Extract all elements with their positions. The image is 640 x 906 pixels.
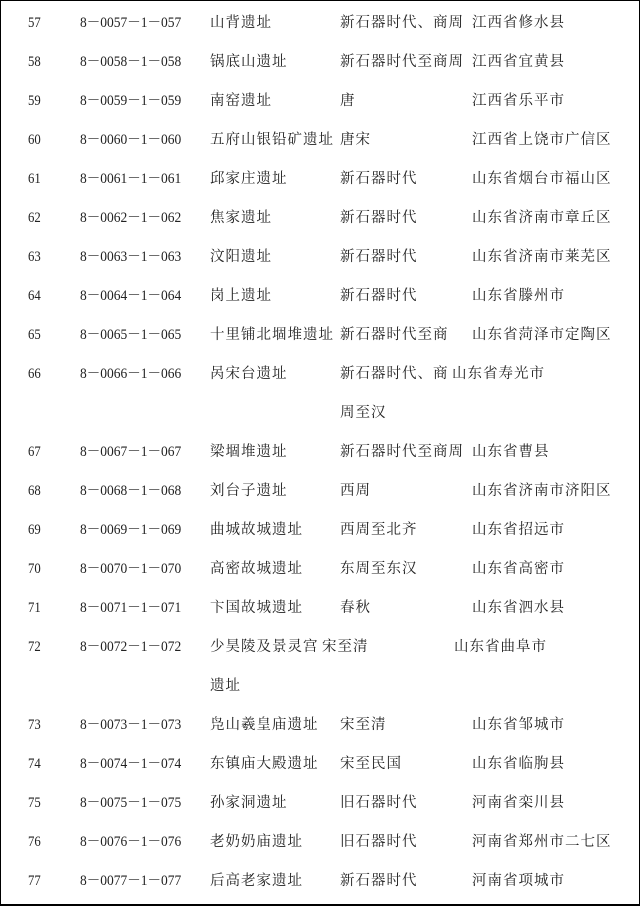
site-name: 汶阳遗址 <box>210 249 272 265</box>
site-code: 8－0060－1－060 <box>80 132 182 148</box>
site-era: 新石器时代至商周 <box>340 54 464 70</box>
site-code: 8－0077－1－077 <box>80 873 182 889</box>
site-name: 五府山银铅矿遗址 <box>210 132 334 148</box>
site-era: 唐宋 <box>340 132 371 148</box>
site-code: 8－0071－1－071 <box>80 600 182 616</box>
site-era: 新石器时代、商周 <box>340 15 464 31</box>
row-number: 60 <box>28 132 41 148</box>
row-number: 69 <box>28 522 41 538</box>
site-code: 8－0068－1－068 <box>80 483 182 499</box>
table-row <box>1 238 639 277</box>
table-row <box>1 511 639 550</box>
site-name: 曲城故城遗址 <box>210 522 303 538</box>
table-row <box>1 4 639 43</box>
site-era: 宋至民国 <box>340 756 402 772</box>
row-number: 77 <box>28 873 41 889</box>
site-location: 山东省高密市 <box>472 561 565 577</box>
site-code: 8－0057－1－057 <box>80 15 182 31</box>
site-code: 8－0074－1－074 <box>80 756 182 772</box>
site-era: 新石器时代 <box>340 249 418 265</box>
row-number: 74 <box>28 756 41 772</box>
table-row <box>1 823 639 862</box>
site-location: 河南省项城市 <box>472 873 565 889</box>
site-name: 老奶奶庙遗址 <box>210 834 303 850</box>
row-number: 66 <box>28 366 41 382</box>
site-name: 焦家遗址 <box>210 210 272 226</box>
table-row <box>1 433 639 472</box>
site-name: 锅底山遗址 <box>210 54 288 70</box>
site-code: 8－0061－1－061 <box>80 171 182 187</box>
table-row <box>1 277 639 316</box>
site-location: 江西省上饶市广信区 <box>472 132 612 148</box>
site-code: 8－0066－1－066 <box>80 366 182 382</box>
site-era: 新石器时代、商周至汉 <box>340 366 449 421</box>
site-era: 新石器时代至商 <box>340 327 449 343</box>
site-code: 8－0065－1－065 <box>80 327 182 343</box>
table-row <box>1 628 639 706</box>
site-era: 西周 <box>340 483 371 499</box>
row-number: 59 <box>28 93 41 109</box>
table-row <box>1 472 639 511</box>
site-era: 新石器时代 <box>340 210 418 226</box>
row-number: 73 <box>28 717 41 733</box>
site-code: 8－0058－1－058 <box>80 54 182 70</box>
table-row <box>1 550 639 589</box>
site-location: 山东省济南市济阳区 <box>472 483 612 499</box>
site-code: 8－0076－1－076 <box>80 834 182 850</box>
row-number: 57 <box>28 15 41 31</box>
site-location: 山东省菏泽市定陶区 <box>472 327 612 343</box>
row-number: 70 <box>28 561 41 577</box>
table-row <box>1 82 639 121</box>
site-name: 后高老家遗址 <box>210 873 303 889</box>
table-row <box>1 199 639 238</box>
table-row <box>1 316 639 355</box>
site-name: 山背遗址 <box>210 15 272 31</box>
table-row <box>1 784 639 823</box>
site-era: 新石器时代 <box>340 171 418 187</box>
site-code: 8－0067－1－067 <box>80 444 182 460</box>
row-number: 75 <box>28 795 41 811</box>
row-number: 76 <box>28 834 41 850</box>
site-location: 江西省乐平市 <box>472 93 565 109</box>
site-name: 东镇庙大殿遗址 <box>210 756 319 772</box>
site-era: 新石器时代 <box>340 288 418 304</box>
site-name: 孙家洞遗址 <box>210 795 288 811</box>
site-code: 8－0059－1－059 <box>80 93 182 109</box>
row-number: 64 <box>28 288 41 304</box>
site-location: 山东省泗水县 <box>472 600 565 616</box>
site-era: 唐 <box>340 93 356 109</box>
heritage-sites-table <box>1 4 639 901</box>
table-row <box>1 160 639 199</box>
site-name: 南窑遗址 <box>210 93 272 109</box>
site-era: 旧石器时代 <box>340 795 418 811</box>
table-row <box>1 43 639 82</box>
site-era: 宋至清 <box>322 639 369 655</box>
site-location: 河南省郑州市二七区 <box>472 834 612 850</box>
site-name: 岗上遗址 <box>210 288 272 304</box>
site-location: 江西省修水县 <box>472 15 565 31</box>
site-name: 十里铺北堌堆遗址 <box>210 327 334 343</box>
row-number: 68 <box>28 483 41 499</box>
site-code: 8－0070－1－070 <box>80 561 182 577</box>
row-number: 67 <box>28 444 41 460</box>
site-location: 山东省济南市章丘区 <box>472 210 612 226</box>
site-name: 呙宋台遗址 <box>210 366 288 382</box>
site-location: 山东省临朐县 <box>472 756 565 772</box>
site-name: 卞国故城遗址 <box>210 600 303 616</box>
table-row <box>1 745 639 784</box>
site-code: 8－0062－1－062 <box>80 210 182 226</box>
site-era: 新石器时代至商周 <box>340 444 464 460</box>
site-code: 8－0069－1－069 <box>80 522 182 538</box>
row-number: 65 <box>28 327 41 343</box>
site-name: 凫山羲皇庙遗址 <box>210 717 319 733</box>
site-era: 旧石器时代 <box>340 834 418 850</box>
table-row <box>1 355 639 433</box>
table-row <box>1 862 639 901</box>
row-number: 72 <box>28 639 41 655</box>
site-location: 山东省曹县 <box>472 444 550 460</box>
site-name: 少昊陵及景灵宫遗址 <box>210 639 319 694</box>
site-era: 西周至北齐 <box>340 522 418 538</box>
site-code: 8－0063－1－063 <box>80 249 182 265</box>
table-row <box>1 589 639 628</box>
site-name: 刘台子遗址 <box>210 483 288 499</box>
site-name: 高密故城遗址 <box>210 561 303 577</box>
site-location: 山东省滕州市 <box>472 288 565 304</box>
row-number: 58 <box>28 54 41 70</box>
site-location: 河南省栾川县 <box>472 795 565 811</box>
row-number: 62 <box>28 210 41 226</box>
site-code: 8－0073－1－073 <box>80 717 182 733</box>
site-era: 春秋 <box>340 600 371 616</box>
site-code: 8－0064－1－064 <box>80 288 182 304</box>
site-code: 8－0072－1－072 <box>80 639 182 655</box>
site-location: 山东省曲阜市 <box>454 639 547 655</box>
table-row <box>1 706 639 745</box>
site-name: 邱家庄遗址 <box>210 171 288 187</box>
site-location: 山东省邹城市 <box>472 717 565 733</box>
site-name: 梁堌堆遗址 <box>210 444 288 460</box>
table-row <box>1 121 639 160</box>
site-era: 宋至清 <box>340 717 387 733</box>
site-era: 东周至东汉 <box>340 561 418 577</box>
site-location: 山东省烟台市福山区 <box>472 171 612 187</box>
site-location: 山东省济南市莱芜区 <box>472 249 612 265</box>
site-location: 江西省宜黄县 <box>472 54 565 70</box>
site-era: 新石器时代 <box>340 873 418 889</box>
site-location: 山东省寿光市 <box>452 366 545 382</box>
site-code: 8－0075－1－075 <box>80 795 182 811</box>
row-number: 61 <box>28 171 41 187</box>
row-number: 63 <box>28 249 41 265</box>
row-number: 71 <box>28 600 41 616</box>
site-location: 山东省招远市 <box>472 522 565 538</box>
